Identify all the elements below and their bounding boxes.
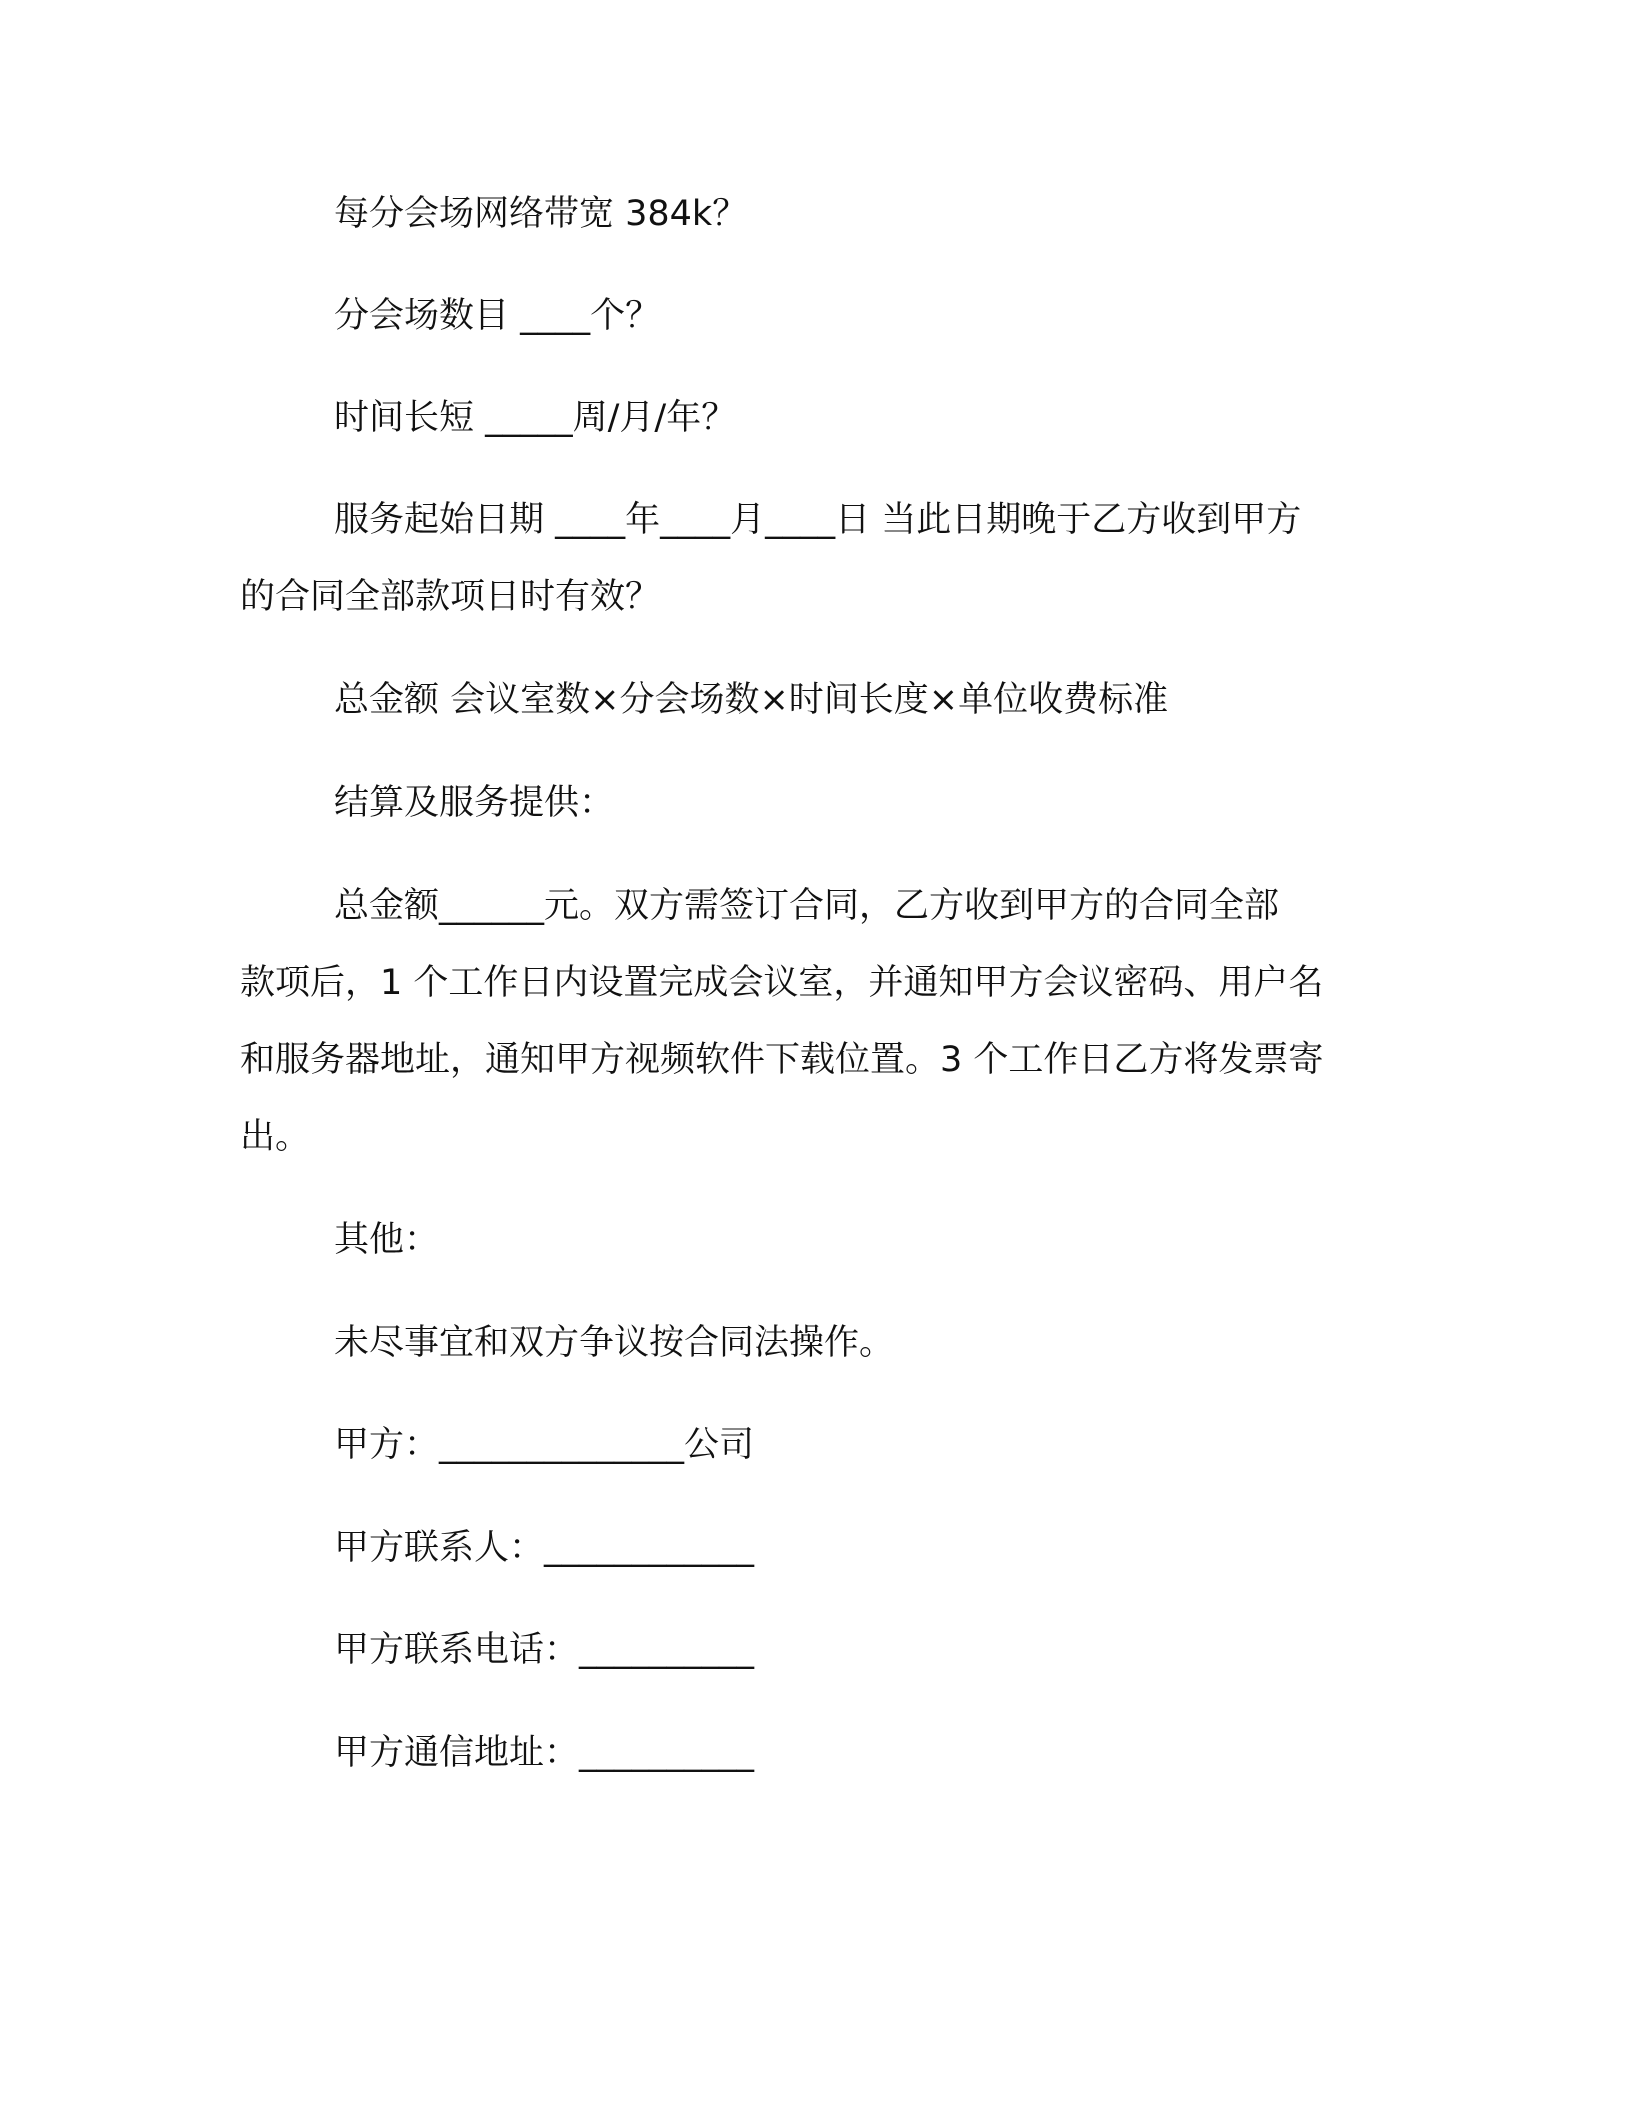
paragraph-party-a-phone [240, 1612, 1390, 1689]
text-line: 其他： [334, 1220, 440, 1260]
text-line: 出。 [240, 1117, 311, 1157]
paragraph-other-body [240, 1305, 1390, 1382]
text-line: 分会场数目 ____个？ [334, 296, 661, 336]
text-line: 总金额______元。双方需签订合同，乙方收到甲方的合同全部 [334, 886, 1280, 926]
paragraph-duration [240, 380, 1390, 457]
text-line: 的合同全部款项日时有效？ [240, 577, 661, 617]
paragraph-party-a-contact [240, 1510, 1390, 1587]
text-line: 甲方通信地址：__________ [334, 1733, 755, 1773]
text-line: 和服务器地址，通知甲方视频软件下载位置。3 个工作日乙方将发票寄 [240, 1040, 1324, 1080]
text-line: 时间长短 _____周/月/年？ [334, 398, 737, 438]
paragraph-party-a [240, 1407, 1390, 1484]
paragraph-other-heading [240, 1202, 1390, 1279]
text-line: 每分会场网络带宽 384k？ [334, 194, 748, 234]
paragraph-venue-count [240, 278, 1390, 355]
text-line: 甲方联系电话：__________ [334, 1630, 755, 1670]
text-line: 结算及服务提供： [334, 783, 615, 823]
paragraph-bandwidth [240, 176, 1390, 253]
text-line: 款项后，1 个工作日内设置完成会议室，并通知甲方会议密码、用户名 [240, 963, 1324, 1003]
paragraph-total-formula [240, 662, 1390, 739]
paragraph-start-date [240, 482, 1390, 636]
paragraph-settlement-body [240, 868, 1390, 1176]
text-line: 总金额 会议室数×分会场数×时间长度×单位收费标准 [334, 680, 1169, 720]
text-line: 甲方：______________公司 [334, 1425, 755, 1465]
text-line: 服务起始日期 ____年____月____日 当此日期晚于乙方收到甲方 [334, 500, 1302, 540]
paragraph-settlement-heading [240, 765, 1390, 842]
paragraph-party-a-address [240, 1715, 1390, 1792]
text-line: 甲方联系人：____________ [334, 1528, 755, 1568]
text-line: 未尽事宜和双方争议按合同法操作。 [334, 1323, 895, 1363]
